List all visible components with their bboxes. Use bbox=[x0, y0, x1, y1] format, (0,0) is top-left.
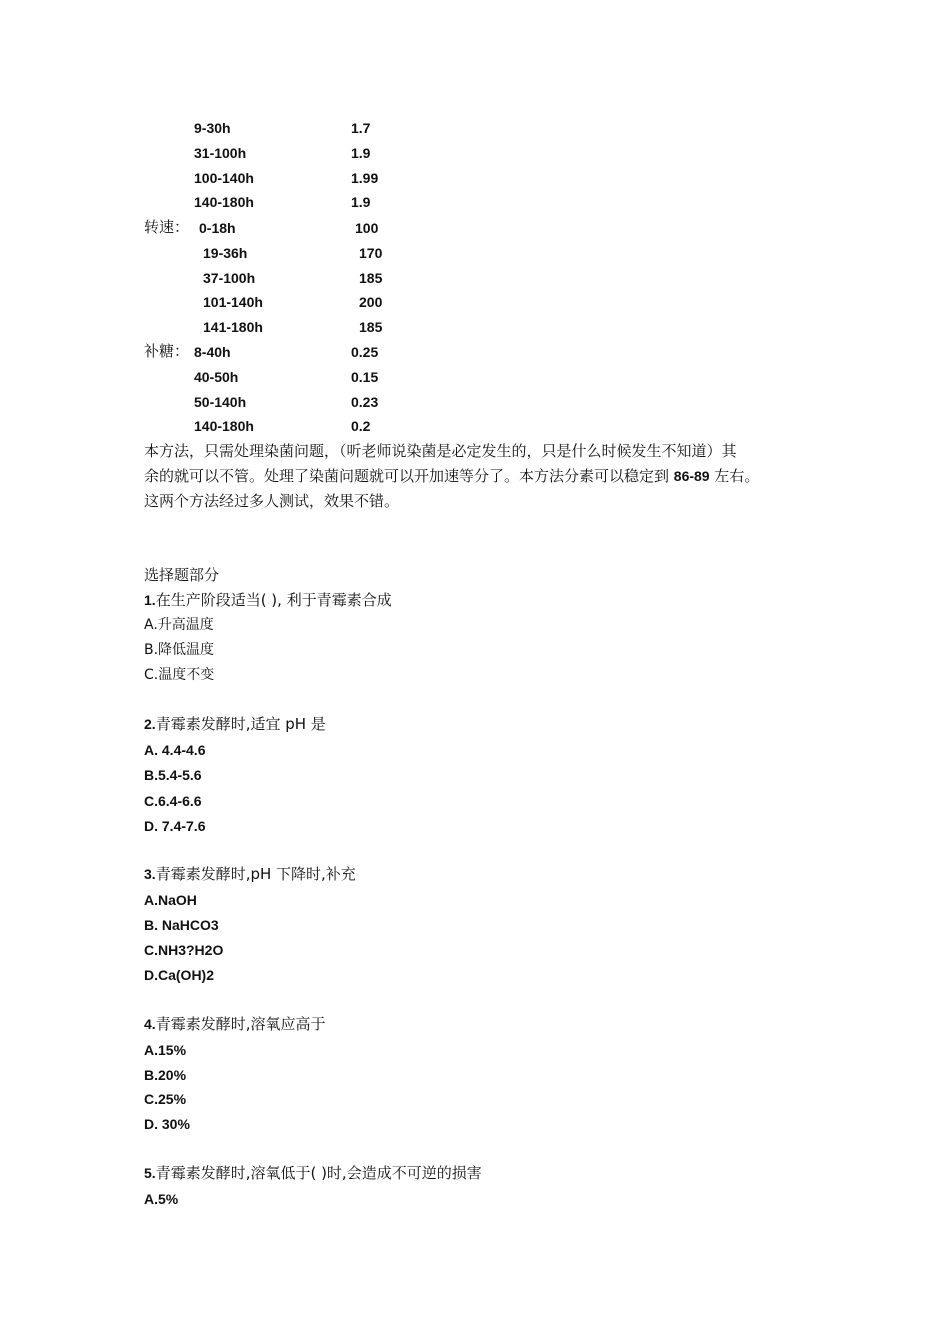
param-time: 19-36h bbox=[203, 245, 248, 261]
paragraph-line: 本方法，只需处理染菌问题，（听老师说染菌是必定发生的，只是什么时候发生不知道）其 bbox=[144, 442, 737, 460]
param-time: 40-50h bbox=[194, 369, 239, 385]
question-text: 青霉素发酵时,适宜 pH 是 bbox=[155, 715, 326, 733]
param-time: 8-40h bbox=[194, 344, 231, 360]
param-value: 0.25 bbox=[351, 344, 379, 360]
param-value: 185 bbox=[359, 319, 383, 335]
question-text: 青霉素发酵时,pH 下降时,补充 bbox=[155, 865, 356, 883]
param-time: 141-180h bbox=[203, 319, 263, 335]
param-value: 1.7 bbox=[351, 120, 371, 136]
param-time: 9-30h bbox=[194, 120, 231, 136]
param-time: 37-100h bbox=[203, 270, 256, 286]
paragraph-line: 这两个方法经过多人测试，效果不错。 bbox=[144, 492, 400, 510]
param-time: 50-140h bbox=[194, 394, 247, 410]
param-value: 0.15 bbox=[351, 369, 379, 385]
option: A.5% bbox=[144, 1191, 179, 1207]
question-text: 青霉素发酵时,溶氧应高于 bbox=[155, 1015, 326, 1033]
option: B.20% bbox=[144, 1067, 187, 1083]
param-value: 185 bbox=[359, 270, 383, 286]
param-time: 140-180h bbox=[194, 194, 254, 210]
option: A.NaOH bbox=[144, 892, 197, 908]
option: D. 30% bbox=[144, 1116, 190, 1132]
question-4 bbox=[144, 1015, 325, 1033]
option: A. 4.4-4.6 bbox=[144, 742, 206, 758]
option: C.NH3?H2O bbox=[144, 942, 224, 958]
section-title: 选择题部分 bbox=[144, 566, 220, 584]
param-time: 140-180h bbox=[194, 418, 254, 434]
param-value: 200 bbox=[359, 294, 383, 310]
param-value: 1.9 bbox=[351, 194, 371, 210]
option: B.5.4-5.6 bbox=[144, 767, 202, 783]
option: B. NaHCO3 bbox=[144, 917, 219, 933]
question-text: 青霉素发酵时,溶氧低于( )时,会造成不可逆的损害 bbox=[155, 1164, 482, 1182]
option: C.25% bbox=[144, 1091, 187, 1107]
question-text: 在生产阶段适当( ), 利于青霉素合成 bbox=[155, 591, 392, 609]
paragraph-text: 左右。 bbox=[709, 467, 760, 485]
param-value: 1.9 bbox=[351, 145, 371, 161]
param-value: 1.99 bbox=[351, 170, 379, 186]
option: C.温度不变 bbox=[144, 667, 215, 683]
method-paragraph bbox=[144, 439, 814, 514]
question-1 bbox=[144, 591, 392, 609]
param-value: 170 bbox=[359, 245, 383, 261]
paragraph-line bbox=[144, 464, 814, 489]
option: D. 7.4-7.6 bbox=[144, 818, 206, 834]
paragraph-score: 86-89 bbox=[673, 468, 710, 484]
option: D.Ca(OH)2 bbox=[144, 967, 215, 983]
question-number: 1. bbox=[144, 592, 156, 608]
param-label-sugar: 补糖： bbox=[144, 342, 190, 360]
question-5 bbox=[144, 1164, 482, 1182]
question-number: 2. bbox=[144, 716, 156, 732]
param-label-speed: 转速： bbox=[144, 218, 190, 236]
param-time: 101-140h bbox=[203, 294, 263, 310]
question-number: 3. bbox=[144, 866, 156, 882]
paragraph-text: 余的就可以不管。处理了染菌问题就可以开加速等分了。本方法分素可以稳定到 bbox=[144, 467, 674, 485]
question-number: 4. bbox=[144, 1016, 156, 1032]
param-value: 0.23 bbox=[351, 394, 379, 410]
question-3 bbox=[144, 865, 356, 883]
option: A.15% bbox=[144, 1042, 187, 1058]
option: A.升高温度 bbox=[144, 617, 214, 633]
param-value: 100 bbox=[355, 220, 379, 236]
question-number: 5. bbox=[144, 1165, 156, 1181]
param-time: 31-100h bbox=[194, 145, 247, 161]
param-value: 0.2 bbox=[351, 418, 371, 434]
param-time: 0-18h bbox=[199, 220, 236, 236]
option: B.降低温度 bbox=[144, 642, 215, 658]
question-2 bbox=[144, 715, 326, 733]
param-time: 100-140h bbox=[194, 170, 254, 186]
option: C.6.4-6.6 bbox=[144, 793, 202, 809]
